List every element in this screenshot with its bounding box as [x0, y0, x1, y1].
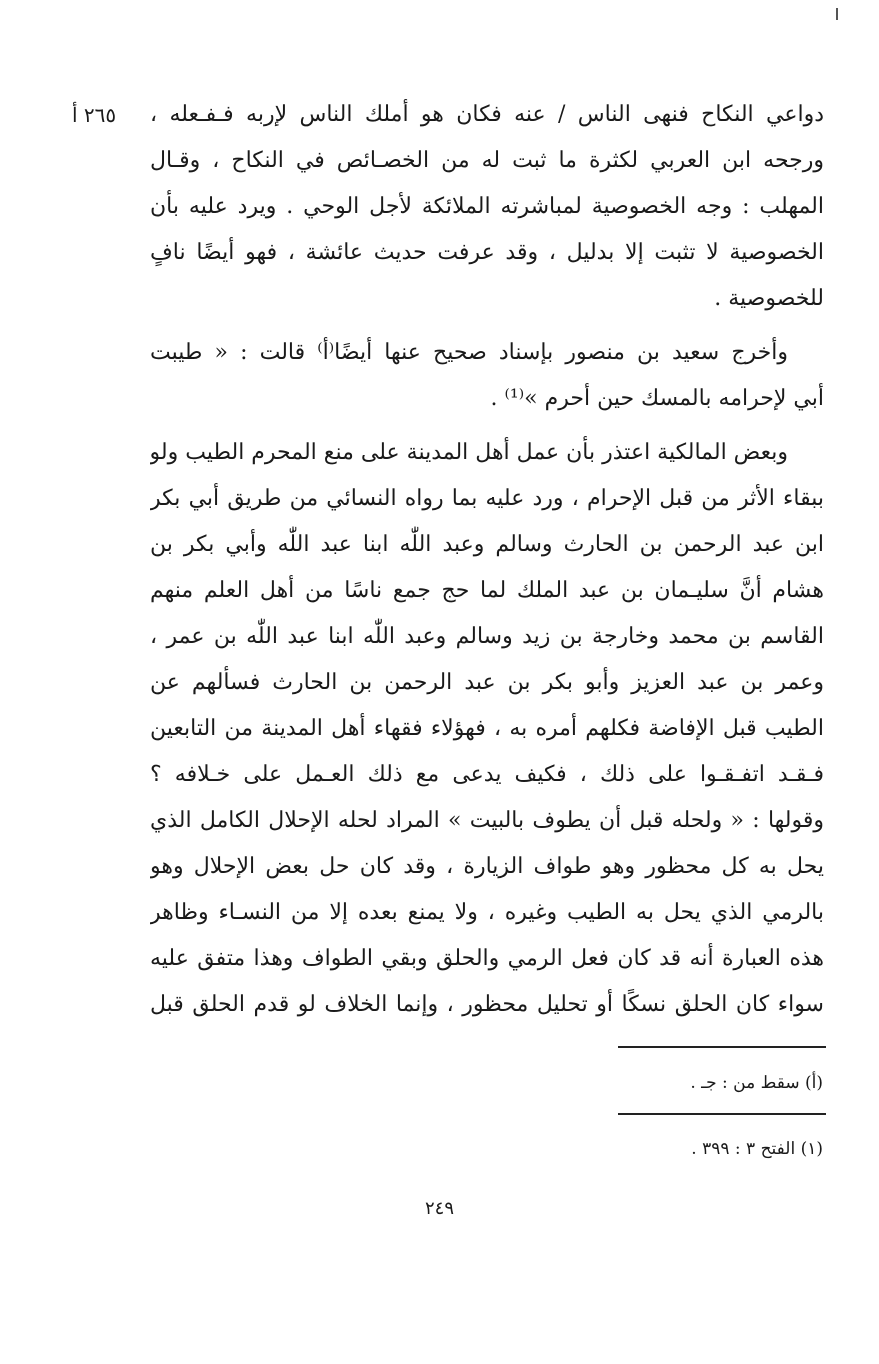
text-line: وقولها : « ولحله قبل أن يطوف بالبيت » المراد لحله الإحلال الكامل الذي	[150, 808, 824, 833]
text-line: هشام أنَّ سليـمان بن عبد الملك لما حج جمع ناسًا من أهل العلم منهم	[150, 578, 824, 603]
margin-folio-note: ٢٦٥ أ	[72, 103, 117, 127]
footnote-divider	[618, 1113, 826, 1115]
text-line: ورجحه ابن العربي لكثرة ما ثبت له من الخصـائص في النكاح ، وقـال	[150, 148, 824, 173]
text-line: سواء كان الحلق نسكًا أو تحليل محظور ، وإنما الخلاف لو قدم الحلق قبل	[150, 992, 824, 1017]
footnote-divider	[618, 1046, 826, 1048]
paragraph-gap	[150, 422, 824, 430]
page-number: ٢٤٩	[424, 1198, 454, 1219]
footnote-one: (١) الفتح ٣ : ٣٩٩ .	[691, 1139, 823, 1159]
text-line: الخصوصية لا تثبت إلا بدليل ، وقد عرفت حديث عائشة ، فهو أيضًا نافٍ	[150, 240, 824, 265]
text-line: فـقـد اتفـقـوا على ذلك ، فكيف يدعى مع ذلك العـمل على خـلافه ؟	[150, 762, 824, 787]
text-line: دواعي النكاح فنهى الناس / عنه فكان هو أملك الناس لإربه فـفـعله ،	[150, 102, 824, 127]
text-line: وبعض المالكية اعتذر بأن عمل أهل المدينة على منع المحرم الطيب ولو	[150, 440, 788, 465]
text-line: يحل به كل محظور وهو طواف الزيارة ، وقد كان حل بعض الإحلال وهو	[150, 854, 824, 879]
text-line: بالرمي الذي يحل به الطيب وغيره ، ولا يمنع بعده إلا من النسـاء وظاهر	[150, 900, 824, 925]
scan-mark	[836, 8, 838, 20]
text-line: المهلب : وجه الخصوصية لمباشرته الملائكة لأجل الوحي . ويرد عليه بأن	[150, 194, 824, 219]
text-line: للخصوصية .	[714, 286, 824, 311]
text-line: وعمر بن عبد العزيز وأبو بكر بن عبد الرحمن بن الحارث فسألهم عن	[150, 670, 824, 695]
text-line: وأخرج سعيد بن منصور بإسناد صحيح عنها أيضًا⁽أ⁾ قالت : « طيبت	[150, 340, 788, 365]
text-line: هذه العبارة أنه قد كان فعل الرمي والحلق وبقي الطواف وهذا متفق عليه	[150, 946, 824, 971]
text-line: الطيب قبل الإفاضة فكلهم أمره به ، فهؤلاء فقهاء أهل المدينة من التابعين	[150, 716, 824, 741]
main-text	[150, 92, 824, 1028]
paragraph-gap	[150, 322, 824, 330]
text-line: القاسم بن محمد وخارجة بن زيد وسالم وعبد اللّٰه ابنا عبد اللّٰه بن عمر ،	[150, 624, 824, 649]
text-line: ببقاء الأثر من قبل الإحرام ، ورد عليه بما رواه النسائي من طريق أبي بكر	[150, 486, 824, 511]
text-line: أبي لإحرامه بالمسك حين أحرم »⁽¹⁾ .	[490, 386, 824, 411]
footnote-alif: (أ) سقط من : جـ .	[690, 1073, 823, 1093]
text-line: ابن عبد الرحمن بن الحارث وسالم وعبد اللّٰه ابنا عبد اللّٰه وأبي بكر بن	[150, 532, 824, 557]
